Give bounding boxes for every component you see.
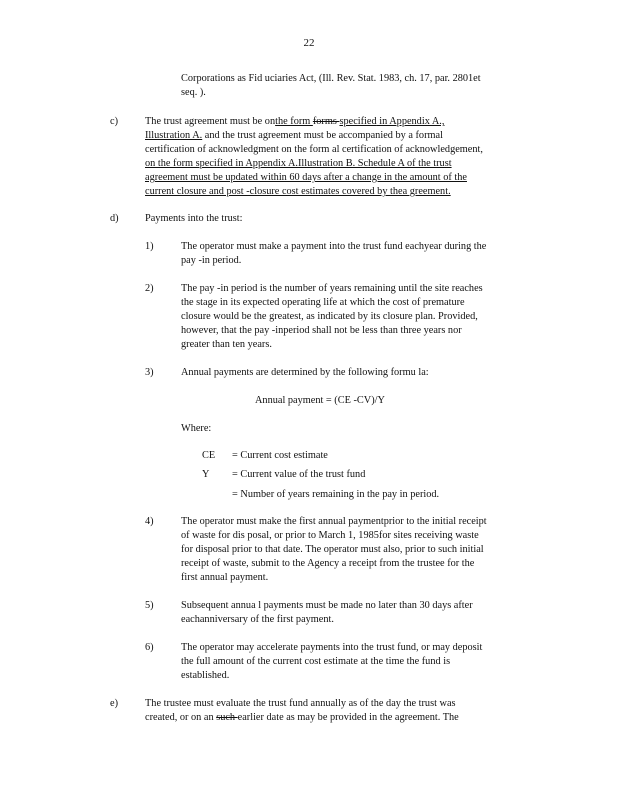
inserted-text-line: agreement must be updated within 60 days after a change in the amount of the	[145, 172, 467, 183]
item-e-label: e)	[110, 698, 118, 709]
text-line	[145, 711, 541, 725]
item-d-label: d)	[110, 213, 119, 224]
variable-definition: = Number of years remaining in the pay in period.	[232, 489, 440, 500]
text-run: The trust agreement must be on	[145, 116, 276, 127]
variable-symbol: CE	[202, 450, 216, 461]
text-line: greater than ten years.	[181, 339, 272, 350]
text-run: earlier date as may be provided in the agreement. The	[237, 712, 459, 723]
text-line: of waste for dis posal, or prior to March 1, 1985for sites receiving waste	[181, 530, 479, 541]
item-d-title: Payments into the trust:	[145, 213, 243, 224]
text-line: The operator may accelerate payments into the trust fund, or may deposit	[181, 642, 483, 653]
text-run: and the trust agreement must be accompanied by a formal	[202, 130, 443, 141]
formula: Annual payment = (CE -CV)/Y	[255, 395, 385, 406]
text-line: pay -in period.	[181, 255, 242, 266]
variable-definition: = Current value of the trust fund	[232, 469, 366, 480]
inserted-text-line: on the form specified in Appendix A.Illustration B. Schedule A of the trust	[145, 158, 452, 169]
text-line: for disposal prior to that date. The operator must also, prior to such initial	[181, 544, 484, 555]
item-d3-intro: Annual payments are determined by the following formu la:	[181, 367, 429, 378]
inserted-text: in Appendix A.,	[376, 116, 445, 127]
inserted-text: the form	[275, 116, 313, 127]
item-c-paragraph	[145, 115, 541, 199]
variable-symbol: Y	[202, 469, 210, 480]
item-d2-label: 2)	[145, 283, 154, 294]
text-line	[145, 129, 541, 143]
continuation-paragraph	[181, 72, 541, 100]
item-d4-paragraph	[181, 515, 537, 585]
item-d1-label: 1)	[145, 241, 154, 252]
text-line: eachanniversary of the first payment.	[181, 614, 334, 625]
text-line: The operator must make the first annual paymentprior to the initial receipt	[181, 516, 487, 527]
text-line: the full amount of the current cost estimate at the time the fund is	[181, 656, 451, 667]
text-line: the stage in its expected operating life at which the cost of premature	[181, 297, 465, 308]
item-c-label: c)	[110, 116, 118, 127]
text-line: The trustee must evaluate the trust fund annually as of the day the trust was	[145, 698, 456, 709]
where-label: Where:	[181, 423, 212, 434]
item-d4-label: 4)	[145, 516, 154, 527]
item-d5-paragraph	[181, 599, 537, 627]
inserted-text: specified	[339, 116, 377, 127]
item-d2-paragraph	[181, 282, 537, 352]
text-line: however, that the pay -inperiod shall not be less than three years nor	[181, 325, 462, 336]
item-e-paragraph	[145, 697, 541, 725]
deleted-text: forms	[312, 116, 340, 127]
inserted-text-line: current closure and post -closure cost estimates covered by thea greement.	[145, 186, 451, 197]
text-line: established.	[181, 670, 230, 681]
text-line: receipt of waste, submit to the Agency a receipt from the trustee for the	[181, 558, 475, 569]
item-d5-label: 5)	[145, 600, 154, 611]
variable-definition: = Current cost estimate	[232, 450, 328, 461]
text-line: closure would be the greatest, as indicated by its closure plan. Provided,	[181, 311, 478, 322]
page-number: 22	[303, 37, 315, 49]
inserted-text: Illustration A.	[145, 130, 203, 141]
text-line: certification of acknowledgment on the form al certification of acknowledgement,	[145, 144, 483, 155]
text-line: first annual payment.	[181, 572, 269, 583]
deleted-text: such	[216, 712, 238, 723]
text-line: Subsequent annua l payments must be made no later than 30 days after	[181, 600, 473, 611]
item-d1-paragraph	[181, 240, 537, 268]
item-d6-paragraph	[181, 641, 537, 683]
item-d3-label: 3)	[145, 367, 154, 378]
text-line: The pay -in period is the number of years remaining until the site reaches	[181, 283, 483, 294]
item-d6-label: 6)	[145, 642, 154, 653]
text-line: seq. ).	[181, 87, 206, 98]
text-run: created, or on an	[145, 712, 217, 723]
text-line: Corporations as Fid uciaries Act, (Ill. Rev. Stat. 1983, ch. 17, par. 2801et	[181, 73, 481, 84]
text-line: The operator must make a payment into the trust fund eachyear during the	[181, 241, 487, 252]
text-line	[145, 115, 541, 129]
